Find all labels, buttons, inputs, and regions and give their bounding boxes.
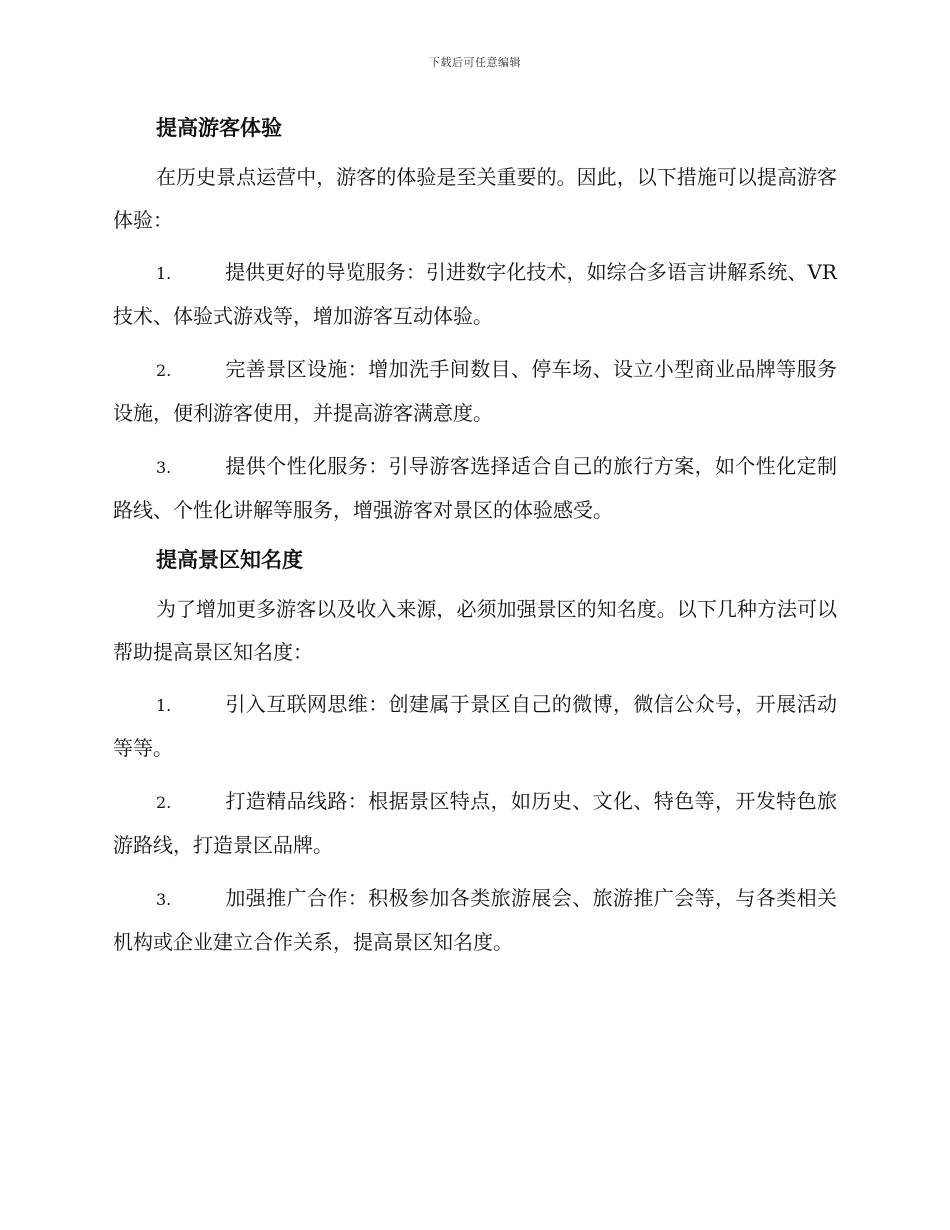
list-item	[113, 251, 837, 338]
list-item	[113, 780, 837, 867]
section-heading: 提高游客体验	[156, 116, 282, 140]
list-item	[113, 348, 837, 435]
list-number: 3.	[156, 890, 172, 909]
list-number: 2.	[156, 793, 172, 812]
section-visitor-experience	[113, 112, 837, 532]
list-text: 加强推广合作：积极参加各类旅游展会、旅游推广会等，与各类相关机构或企业建立合作关系，提高景区知名度。	[113, 886, 837, 954]
list-text: 打造精品线路：根据景区特点，如历史、文化、特色等，开发特色旅游路线，打造景区品牌。	[113, 789, 837, 857]
list-number: 1.	[156, 264, 172, 283]
list-text: 提供更好的导览服务：引进数字化技术，如综合多语言讲解系统、VR技术、体验式游戏等，增加游客互动体验。	[113, 260, 837, 328]
list-text: 引入互联网思维：创建属于景区自己的微博，微信公众号，开展活动等等。	[113, 692, 837, 760]
header-note: 下载后可任意编辑	[429, 56, 521, 69]
section-scenic-awareness	[113, 544, 837, 964]
list-text: 提供个性化服务：引导游客选择适合自己的旅行方案，如个性化定制路线、个性化讲解等服务，增强游客对景区的体验感受。	[113, 454, 837, 522]
list-item	[113, 683, 837, 770]
list-item	[113, 877, 837, 964]
list-number: 1.	[156, 696, 172, 715]
list-item	[113, 445, 837, 532]
list-text: 完善景区设施：增加洗手间数目、停车场、设立小型商业品牌等服务设施，便利游客使用，并提高游客满意度。	[113, 357, 837, 425]
section-intro: 为了增加更多游客以及收入来源，必须加强景区的知名度。以下几种方法可以帮助提高景区知名度：	[113, 597, 837, 664]
document-body	[113, 112, 837, 964]
section-intro: 在历史景点运营中，游客的体验是至关重要的。因此，以下措施可以提高游客体验：	[113, 165, 837, 232]
list-number: 3.	[156, 458, 172, 477]
section-heading: 提高景区知名度	[156, 548, 303, 572]
list-number: 2.	[156, 361, 172, 380]
